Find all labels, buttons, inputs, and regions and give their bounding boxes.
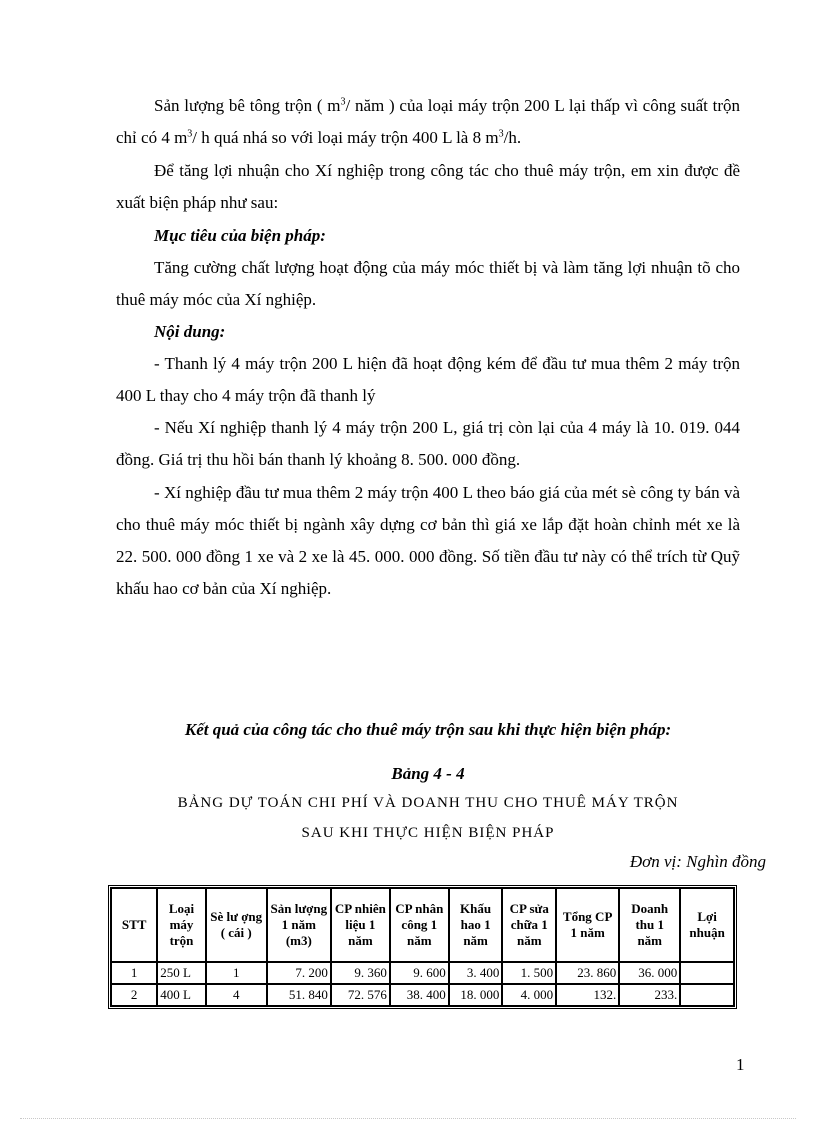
table-cell: 4. 000 (502, 984, 556, 1006)
paragraph-output-comparison: Sản lượng bê tông trộn ( $m^3/$ năm ) của loại máy trộn 200 L lại thấp vì công suất trộn chỉ có 4 $m^3/$ h quá nhá so với loại máy trộn 400 L là 8 $m^3/h$. (116, 96, 740, 147)
table-cell: 51. 840 (267, 984, 331, 1006)
paragraph-residual-value: - Nếu Xí nghiệp thanh lý 4 máy trộn 200 L, giá trị còn lại của 4 máy là 10. 019. 044 đồng. Giá trị thu hồi bán thanh lý khoảng 8. 500. 000 đồng. (116, 418, 740, 469)
unit-label: Đơn vị: Nghìn đồng (629, 852, 766, 871)
table-title-line-1: BẢNG DỰ TOÁN CHI PHÍ VÀ DOANH THU CHO THUÊ MÁY TRỘN (177, 795, 679, 811)
table-title-line-2: SAU KHI THỰC HIỆN BIỆN PHÁP (301, 825, 555, 841)
table-cell (680, 962, 734, 984)
header-cell: Doanh thu 1 năm (619, 888, 680, 962)
header-cell: STT (111, 888, 157, 962)
table-label: Bảng 4 - 4 (391, 764, 465, 783)
table-cell: 7. 200 (267, 962, 331, 984)
table-cell (680, 984, 734, 1006)
table-cell: 1 (111, 962, 157, 984)
table-cell: 250 L (157, 962, 205, 984)
table-cell: 4 (206, 984, 267, 1006)
paragraph-proposal-intro: Để tăng lợi nhuận cho Xí nghiệp trong công tác cho thuê máy trộn, em xin được đề xuất biện pháp như sau: (116, 161, 740, 212)
table-cell: 38. 400 (390, 984, 449, 1006)
table-cell: 9. 600 (390, 962, 449, 984)
header-cell: Loại máy trộn (157, 888, 205, 962)
table-cell: 9. 360 (331, 962, 390, 984)
header-cell: CP nhân công 1 năm (390, 888, 449, 962)
header-cell: CP nhiên liệu 1 năm (331, 888, 390, 962)
table-cell: 400 L (157, 984, 205, 1006)
budget-table (108, 885, 737, 1009)
table-cell: 1. 500 (502, 962, 556, 984)
header-cell: Lợi nhuận (680, 888, 734, 962)
header-cell: CP sửa chữa 1 năm (502, 888, 556, 962)
heading-content: Nội dung: (154, 322, 226, 341)
table-cell: 132. (556, 984, 619, 1006)
header-cell: Sè lư ợng ( cái ) (206, 888, 267, 962)
table-row (111, 962, 734, 984)
header-cell: Tổng CP 1 năm (556, 888, 619, 962)
page-number: 1 (736, 1055, 745, 1074)
header-cell: Sản lượng 1 năm (m3) (267, 888, 331, 962)
paragraph-objective: Tăng cường chất lượng hoạt động của máy móc thiết bị và làm tăng lợi nhuận tõ cho thuê máy móc của Xí nghiệp. (116, 258, 740, 309)
table-cell: 18. 000 (449, 984, 503, 1006)
table-header-row (111, 888, 734, 962)
paragraph-investment: - Xí nghiệp đầu tư mua thêm 2 máy trộn 400 L theo báo giá của mét sè công ty bán và cho thuê máy móc thiết bị ngành xây dựng cơ bản thì giá xe lắp đặt hoàn chỉnh mét xe là 22. 500. 000 đồng 1 xe và 2 xe là 45. 000. 000 đồng. Số tiền đầu tư này có thể trích từ Quỹ khấu hao cơ bản của Xí nghiệp. (116, 483, 740, 598)
page-bottom-divider (20, 1118, 796, 1119)
paragraph-liquidation: - Thanh lý 4 máy trộn 200 L hiện đã hoạt động kém để đầu tư mua thêm 2 máy trộn 400 L thay cho 4 máy trộn đã thanh lý (116, 354, 740, 405)
table-cell: 3. 400 (449, 962, 503, 984)
header-cell: Khấu hao 1 năm (449, 888, 503, 962)
result-heading: Kết quả của công tác cho thuê máy trộn sau khi thực hiện biện pháp: (184, 720, 672, 739)
table-cell: 23. 860 (556, 962, 619, 984)
heading-objective: Mục tiêu của biện pháp: (154, 226, 326, 245)
table-cell: 2 (111, 984, 157, 1006)
table-cell: 1 (206, 962, 267, 984)
table-cell: 233. (619, 984, 680, 1006)
table-row (111, 984, 734, 1006)
table-cell: 36. 000 (619, 962, 680, 984)
table-cell: 72. 576 (331, 984, 390, 1006)
